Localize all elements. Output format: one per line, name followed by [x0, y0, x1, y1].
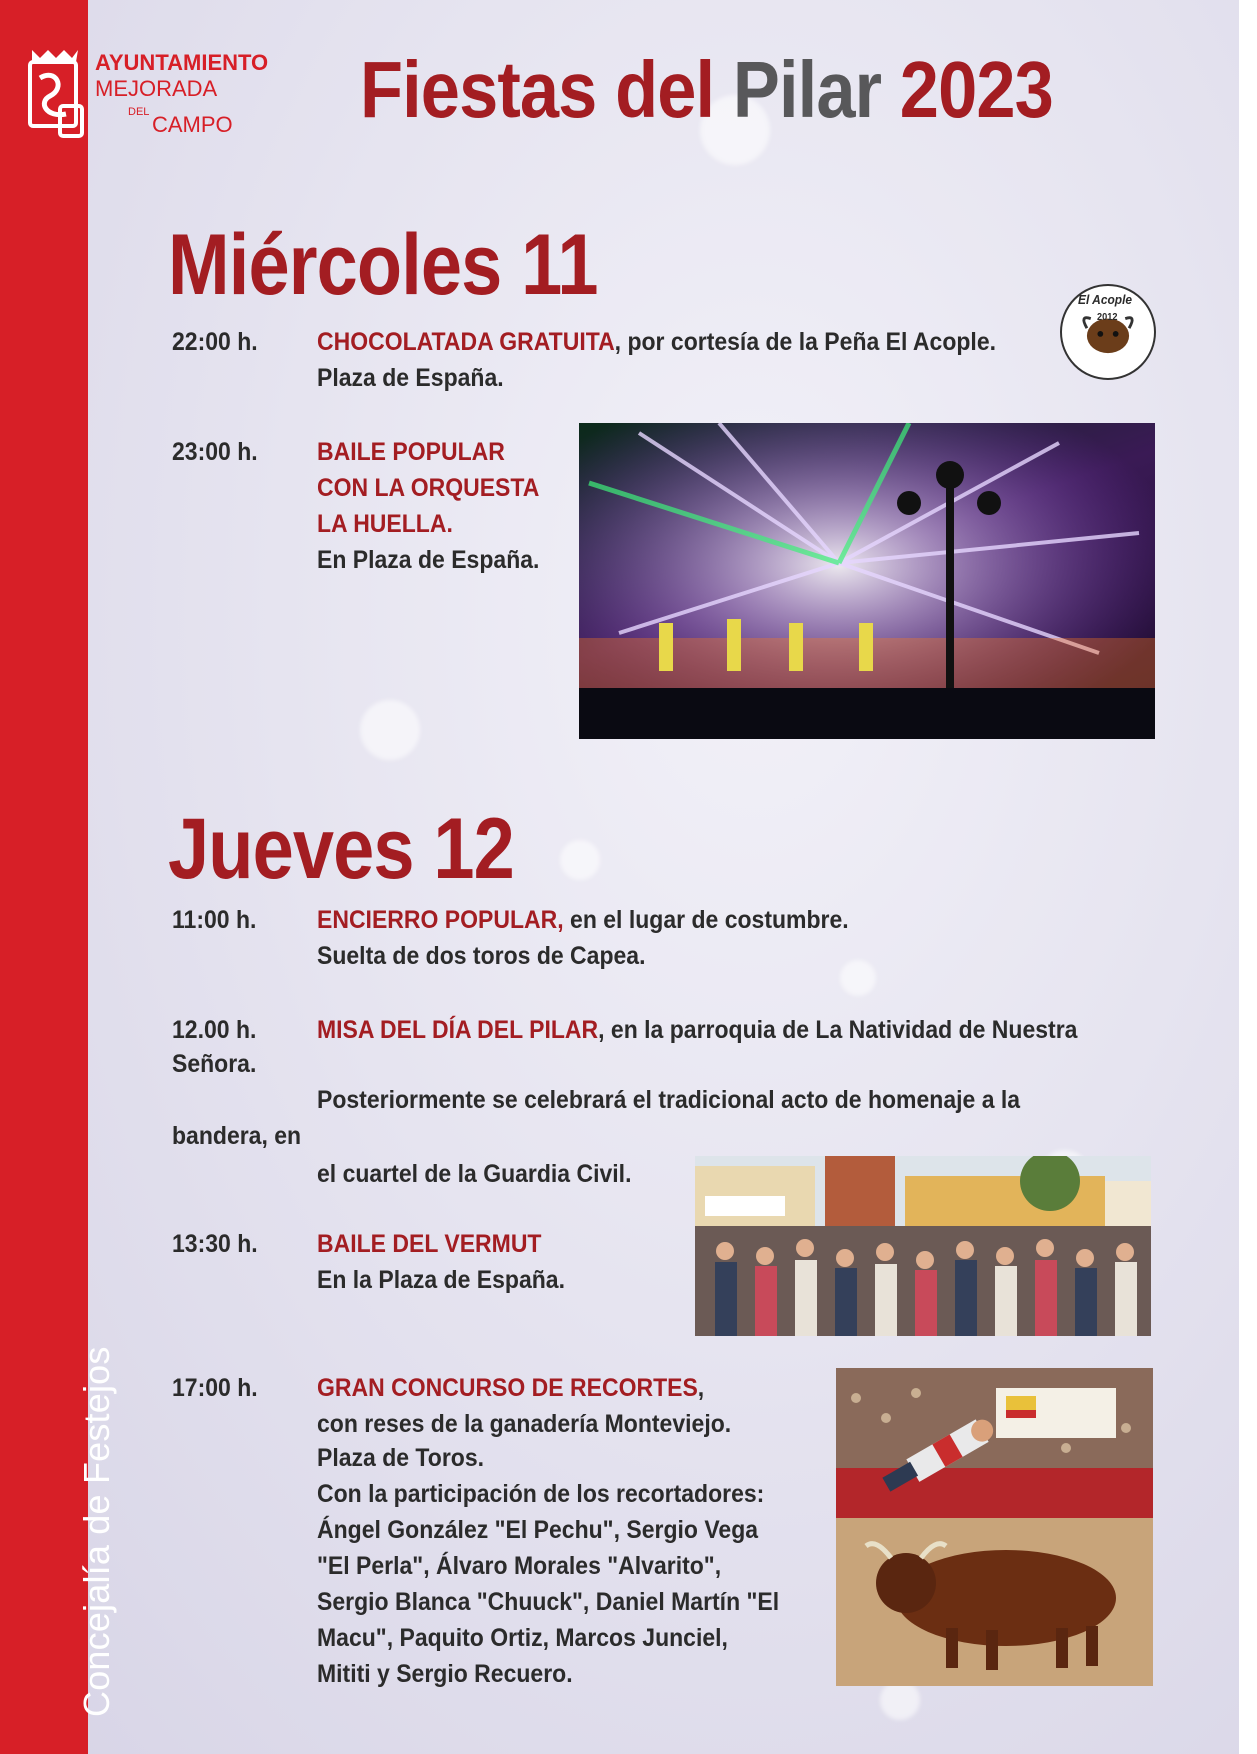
bokeh-light	[840, 960, 876, 996]
bokeh-light	[360, 700, 420, 760]
event-title: CON LA ORQUESTA	[317, 474, 540, 502]
right-margin-strip	[1239, 0, 1257, 1754]
event-title: CHOCOLATADA GRATUITA, por cortesía de la Peña El Acople.	[317, 328, 997, 356]
event-title: BAILE POPULAR	[317, 438, 505, 466]
event-description: con reses de la ganadería Monteviejo.	[317, 1410, 732, 1438]
event-description: "El Perla", Álvaro Morales "Alvarito",	[317, 1552, 722, 1580]
day-heading-wednesday: Miércoles 11	[168, 217, 598, 313]
day-heading-thursday: Jueves 12	[168, 801, 514, 897]
bokeh-light	[880, 1680, 920, 1720]
town-crest-icon	[26, 48, 84, 138]
event-description: Posteriormente se celebrará el tradicional acto de homenaje a la	[317, 1086, 1021, 1114]
event-time: 13:30 h.	[172, 1230, 258, 1258]
plaza-crowd-photo	[695, 1156, 1151, 1336]
org-name-line1: AYUNTAMIENTO	[95, 50, 269, 75]
concert-photo	[579, 423, 1155, 739]
event-location: En la Plaza de España.	[317, 1266, 565, 1294]
event-location: En Plaza de España.	[317, 546, 540, 574]
event-description: bandera, en	[172, 1122, 302, 1150]
event-description: Suelta de dos toros de Capea.	[317, 942, 646, 970]
sidebar-label: Concejalía de Festejos	[76, 1346, 117, 1717]
event-description: Ángel González "El Pechu", Sergio Vega	[317, 1516, 759, 1544]
event-time: 12.00 h.	[172, 1016, 257, 1044]
badge-title: El Acople	[1078, 292, 1133, 307]
event-description: Con la participación de los recortadores:	[317, 1480, 765, 1508]
red-sidebar	[0, 0, 88, 1754]
bullring-photo	[836, 1368, 1153, 1686]
event-location: Plaza de España.	[317, 364, 504, 392]
event-title: BAILE DEL VERMUT	[317, 1230, 542, 1258]
event-time: 17:00 h.	[172, 1374, 258, 1402]
event-description: Sergio Blanca "Chuuck", Daniel Martín "El	[317, 1588, 780, 1616]
event-description: Mititi y Sergio Recuero.	[317, 1660, 573, 1688]
org-name-line4: CAMPO	[152, 112, 233, 137]
org-name-line2: MEJORADA	[95, 76, 218, 101]
event-title: MISA DEL DÍA DEL PILAR, en la parroquia de La Natividad de Nuestra	[317, 1016, 1078, 1044]
event-title: ENCIERRO POPULAR, en el lugar de costumbre.	[317, 906, 849, 934]
event-description: Señora.	[172, 1050, 257, 1078]
event-title: GRAN CONCURSO DE RECORTES,	[317, 1374, 705, 1402]
org-name-line3: DEL	[128, 106, 150, 118]
event-title: LA HUELLA.	[317, 510, 453, 538]
event-time: 22:00 h.	[172, 328, 258, 356]
event-description: el cuartel de la Guardia Civil.	[317, 1160, 632, 1188]
event-time: 11:00 h.	[172, 906, 257, 934]
event-description: Plaza de Toros.	[317, 1444, 485, 1472]
event-time: 23:00 h.	[172, 438, 258, 466]
bokeh-light	[560, 840, 600, 880]
event-description: Macu", Paquito Ortiz, Marcos Junciel,	[317, 1624, 728, 1652]
page-title: Fiestas del Pilar 2023	[360, 45, 1053, 134]
badge-year: 2012	[1097, 312, 1118, 323]
